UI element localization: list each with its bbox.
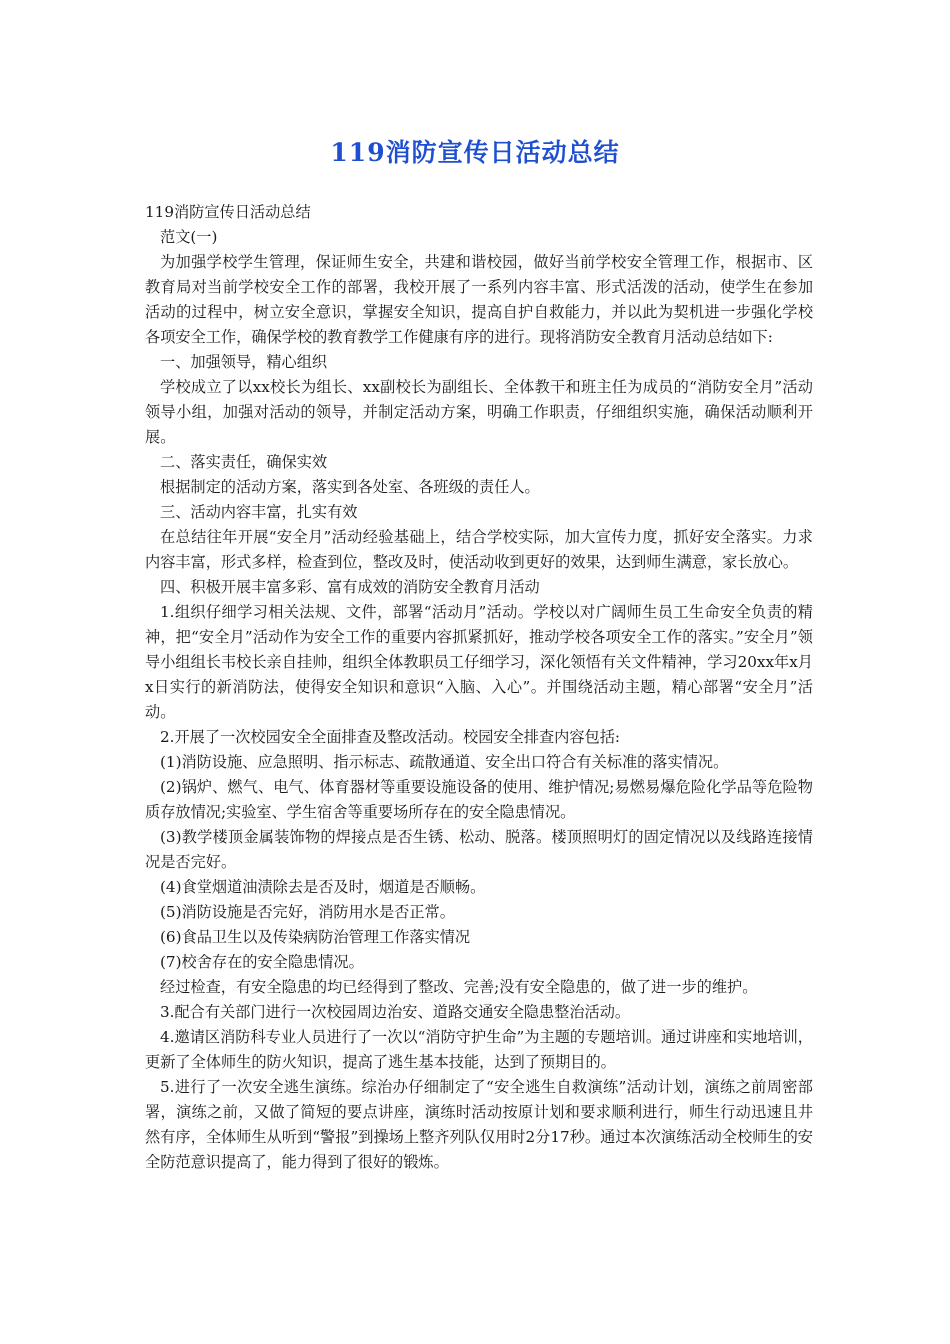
section-paragraph-2: 根据制定的活动方案，落实到各处室、各班级的责任人。 bbox=[160, 478, 540, 496]
check-item-6: (6)食品卫生以及传染病防治管理工作落实情况 bbox=[160, 928, 471, 946]
check-result: 经过检查，有安全隐患的均已经得到了整改、完善;没有安全隐患的，做了进一步的维护。 bbox=[160, 978, 758, 996]
section-heading-4: 四、积极开展丰富多彩、富有成效的消防安全教育月活动 bbox=[160, 578, 540, 596]
check-item-5: (5)消防设施是否完好，消防用水是否正常。 bbox=[160, 903, 455, 921]
check-item-2: (2)锅炉、燃气、电气、体育器材等重要设施设备的使用、维护情况;易燃易爆危险化学品等危险物质存放情况;实验室、学生宿舍等重要场所存在的安全隐患情况。 bbox=[145, 778, 813, 821]
check-item-3: (3)教学楼顶金属装饰物的焊接点是否生锈、松动、脱落。楼顶照明灯的固定情况以及线路连接情况是否完好。 bbox=[145, 828, 813, 871]
section-paragraph-3: 在总结往年开展“安全月”活动经验基础上，结合学校实际，加大宣传力度，抓好安全落实。力求内容丰富，形式多样，检查到位，整改及时，使活动收到更好的效果，达到师生满意，家长放心。 bbox=[145, 528, 813, 571]
subtitle-line: 119消防宣传日活动总结 bbox=[145, 203, 311, 221]
section-heading-1: 一、加强领导，精心组织 bbox=[160, 353, 328, 371]
sample-label: 范文(一) bbox=[160, 228, 218, 246]
activity-item-5: 5.进行了一次安全逃生演练。综治办仔细制定了“安全逃生自救演练”活动计划，演练之前周密部署，演练之前，又做了简短的要点讲座，演练时活动按原计划和要求顺利进行，师生行动迅速且井然有序，全体师生从听到“警报”到操场上整齐列队仅用时2分17秒。通过本次演练活动全校师生的安全防范意识提高了，能力得到了很好的锻炼。 bbox=[145, 1078, 813, 1171]
activity-item-1: 1.组织仔细学习相关法规、文件，部署“活动月”活动。学校以对广阔师生员工生命安全负责的精神，把“安全月”活动作为安全工作的重要内容抓紧抓好，推动学校各项安全工作的落实。”安全月”领导小组组长韦校长亲自挂帅，组织全体教职员工仔细学习，深化领悟有关文件精神，学习20xx年x月x日实行的新消防法，使得安全知识和意识“入脑、入心”。并围绕活动主题，精心部署“安全月”活动。 bbox=[145, 603, 813, 721]
check-item-1: (1)消防设施、应急照明、指示标志、疏散通道、安全出口符合有关标准的落实情况。 bbox=[160, 753, 729, 771]
activity-item-3: 3.配合有关部门进行一次校园周边治安、道路交通安全隐患整治活动。 bbox=[160, 1003, 631, 1021]
activity-item-4: 4.邀请区消防科专业人员进行了一次以“消防守护生命”为主题的专题培训。通过讲座和实地培训，更新了全体师生的防火知识，提高了逃生基本技能，达到了预期目的。 bbox=[145, 1028, 813, 1071]
check-item-4: (4)食堂烟道油渍除去是否及时，烟道是否顺畅。 bbox=[160, 878, 486, 896]
document-title: 119消防宣传日活动总结 bbox=[330, 138, 620, 167]
intro-paragraph: 为加强学校学生管理，保证师生安全，共建和谐校园，做好当前学校安全管理工作，根据市、区教育局对当前学校安全工作的部署，我校开展了一系列内容丰富、形式活泼的活动，使学生在参加活动的过程中，树立安全意识，掌握安全知识，提高自护自救能力，并以此为契机进一步强化学校各项安全工作，确保学校的教育教学工作健康有序的进行。现将消防安全教育月活动总结如下: bbox=[145, 253, 813, 346]
activity-item-2: 2.开展了一次校园安全全面排查及整改活动。校园安全排查内容包括: bbox=[160, 728, 621, 746]
document-body bbox=[145, 200, 813, 1175]
section-heading-2: 二、落实责任，确保实效 bbox=[160, 453, 328, 471]
section-paragraph-1: 学校成立了以xx校长为组长、xx副校长为副组长、全体教干和班主任为成员的“消防安全月”活动领导小组，加强对活动的领导，并制定活动方案，明确工作职责，仔细组织实施，确保活动顺利开展。 bbox=[145, 378, 813, 446]
check-item-7: (7)校舍存在的安全隐患情况。 bbox=[160, 953, 364, 971]
section-heading-3: 三、活动内容丰富，扎实有效 bbox=[160, 503, 358, 521]
